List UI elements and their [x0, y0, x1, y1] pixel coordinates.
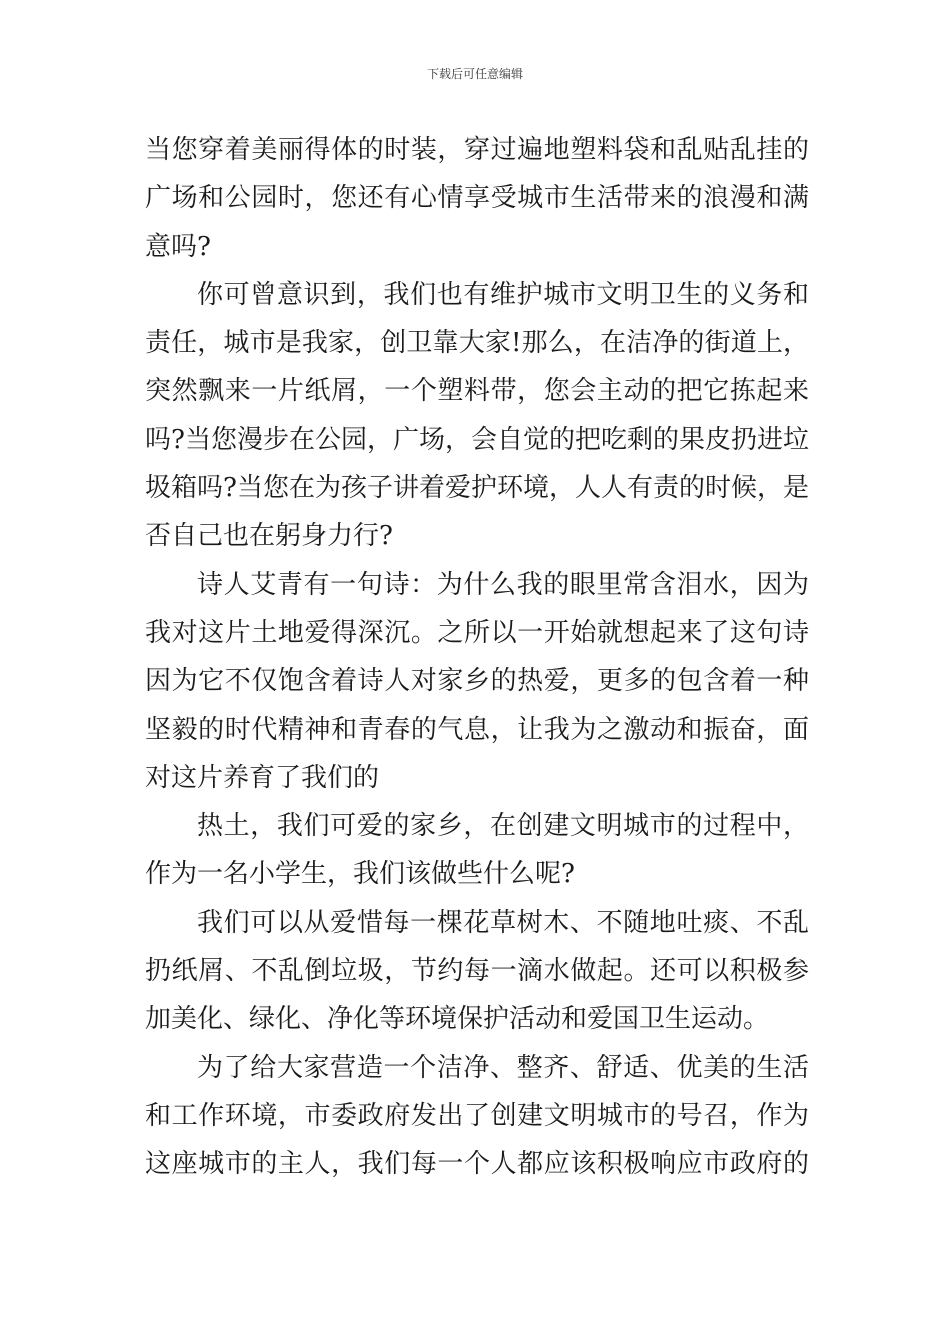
paragraph-2 [145, 271, 809, 561]
text-line: 当您穿着美丽得体的时装，穿过遍地塑料袋和乱贴乱挂的 [145, 135, 809, 165]
paragraph-5 [145, 899, 809, 1044]
text-line: 对这片养育了我们的 [145, 762, 380, 793]
text-line: 因为它不仅饱含着诗人对家乡的热爱，更多的包含着一种 [145, 666, 809, 697]
text-line: 吗?当您漫步在公园，广场，会自觉的把吃剩的果皮扔进垃 [145, 424, 809, 455]
text-line: 责任，城市是我家，创卫靠大家!那么，在洁净的街道上， [145, 328, 809, 359]
text-line: 诗人艾青有一句诗：为什么我的眼里常含泪水，因为 [197, 569, 809, 600]
text-line: 为了给大家营造一个洁净、整齐、舒适、优美的生活 [197, 1052, 809, 1083]
text-line: 和工作环境，市委政府发出了创建文明城市的号召，作为 [145, 1100, 809, 1131]
text-line: 扔纸屑、不乱倒垃圾，节约每一滴水做起。还可以积极参 [145, 956, 809, 987]
text-line: 热土，我们可爱的家乡，在创建文明城市的过程中， [197, 811, 809, 842]
text-line: 这座城市的主人，我们每一个人都应该积极响应市政府的 [145, 1149, 809, 1180]
text-line: 意吗? [145, 231, 211, 262]
text-line: 广场和公园时，您还有心情享受城市生活带来的浪漫和满 [145, 183, 809, 214]
text-line: 突然飘来一片纸屑，一个塑料带，您会主动的把它拣起来 [145, 376, 809, 407]
text-line: 我们可以从爱惜每一棵花草树木、不随地吐痰、不乱 [197, 907, 809, 938]
paragraph-6 [145, 1044, 809, 1189]
text-line: 加美化、绿化、净化等环境保护活动和爱国卫生运动。 [145, 1004, 770, 1035]
text-line: 我对这片土地爱得深沉。之所以一开始就想起来了这句诗 [145, 617, 809, 648]
document-body [145, 126, 809, 1189]
page-header-note: 下载后可任意编辑 [426, 67, 523, 81]
text-line: 你可曾意识到，我们也有维护城市文明卫生的义务和 [197, 279, 809, 310]
paragraph-4 [145, 802, 809, 899]
text-line: 作为一名小学生，我们该做些什么呢? [145, 859, 575, 890]
text-line: 圾箱吗?当您在为孩子讲着爱护环境，人人有责的时候，是 [145, 473, 809, 504]
text-line: 否自己也在躬身力行? [145, 521, 393, 552]
paragraph-3 [145, 561, 809, 802]
paragraph-1 [145, 126, 809, 271]
text-line: 坚毅的时代精神和青春的气息，让我为之激动和振奋，面 [145, 714, 809, 745]
